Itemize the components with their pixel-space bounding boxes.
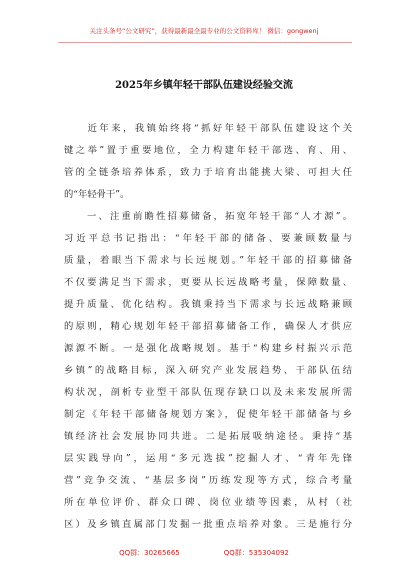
text-line: 制定《年轻干部储备规划方案》，促使年轻干部储备与乡 bbox=[64, 409, 352, 420]
text-line: 质量，着眼当下需求与长远规划。”年轻干部的招募储备 bbox=[64, 255, 352, 266]
text-line: 乡镇”的战略目标，深入研究产业发展趋势、干部队伍结 bbox=[64, 365, 352, 376]
text-line: 层实践导向”，运用“多元选拔”挖掘人才、“青年先锋 bbox=[64, 453, 352, 464]
text-line: 镇经济社会发展协同共进。二是拓展吸纳途径。秉持“基 bbox=[64, 431, 352, 442]
text-line: 源源不断。一是强化战略规划。基于“构建乡村振兴示范 bbox=[64, 343, 352, 354]
text-line: 的原则，精心规划年轻干部招募储备工作，确保人才供应 bbox=[64, 321, 352, 332]
header-divider bbox=[58, 42, 352, 43]
text-line: 键之举”置于重要地位，全力构建年轻干部选、育、用、 bbox=[64, 145, 352, 156]
text-line: 管的全链条培养体系，致力于培育出能挑大梁、可担大任 bbox=[64, 167, 352, 178]
footer-contact bbox=[0, 548, 408, 558]
text-line: 区）及乡镇直属部门发掘一批重点培养对象。三是施行分 bbox=[64, 519, 352, 530]
text-line: 习近平总书记指出：“年轻干部的储备、要兼顾数量与 bbox=[64, 233, 352, 244]
text-line: 营”竞争交流、“基层多岗”历练发现等方式，综合考量 bbox=[64, 475, 352, 486]
text-line: 构状况，剖析专业型干部队伍现存缺口以及未来发展所需 bbox=[64, 387, 352, 398]
text-line: 近年来，我镇始终将“抓好年轻干部队伍建设这个关 bbox=[64, 123, 352, 134]
document-title: 2025年乡镇年轻干部队伍建设经验交流 bbox=[115, 80, 293, 91]
text-line: 一、注重前瞻性招募储备，拓宽年轻干部“人才源”。 bbox=[64, 211, 352, 222]
text-line: 所在单位评价、群众口碑、岗位业绩等因素，从村（社 bbox=[64, 497, 352, 508]
paragraph-intro bbox=[64, 118, 352, 206]
text-line: 不仅要满足当下需求，更要从长远战略考量，保障数量、 bbox=[64, 277, 352, 288]
text-line: 的“年轻骨干”。 bbox=[64, 189, 130, 200]
header-banner: 关注头条号“公文研究”，获得最新最全最专业的公文资料库！ 微信：gongwenj bbox=[89, 27, 319, 35]
paragraph-section-one bbox=[64, 206, 352, 536]
footer-qq-group-1: QQ群：30265665 bbox=[119, 549, 180, 557]
footer-qq-group-2: QQ群：535304092 bbox=[223, 549, 289, 557]
text-line: 提升质量、优化结构。我镇秉持当下需求与长远战略兼顾 bbox=[64, 299, 352, 310]
